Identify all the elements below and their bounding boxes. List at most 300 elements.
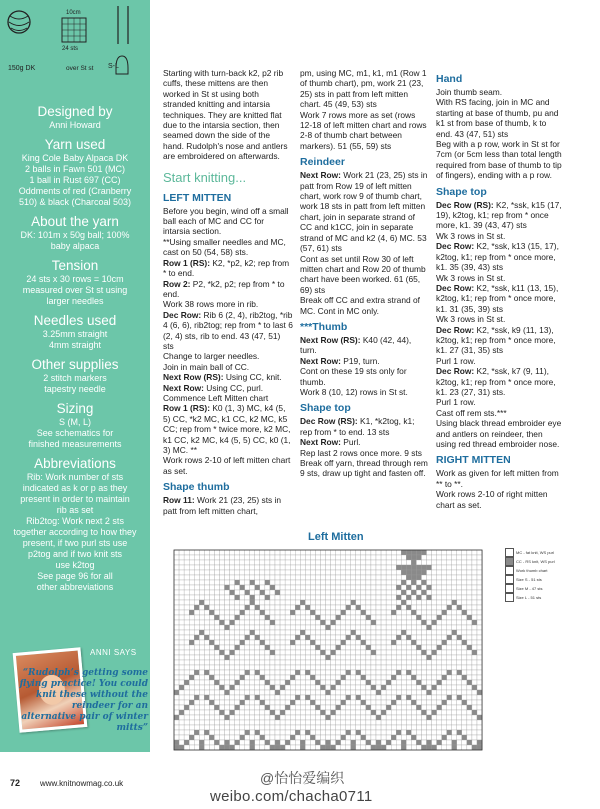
chart-cell: [346, 620, 351, 625]
chart-cell: [411, 705, 416, 710]
chart-cell: [300, 640, 305, 645]
chart-cell: [270, 620, 275, 625]
chart-cell: [477, 585, 482, 590]
chart-cell: [421, 575, 426, 580]
chart-cell: [199, 570, 204, 575]
chart-cell: [386, 630, 391, 635]
chart-cell: [366, 595, 371, 600]
pattern-paragraph: Work rows 2-10 of right mitten chart as set.: [436, 489, 548, 510]
chart-cell: [179, 725, 184, 730]
chart-cell: [235, 585, 240, 590]
chart-cell: [300, 560, 305, 565]
chart-cell: [315, 720, 320, 725]
chart-cell: [416, 640, 421, 645]
chart-cell: [477, 705, 482, 710]
chart-cell: [351, 690, 356, 695]
chart-cell: [214, 620, 219, 625]
chart-cell: [361, 650, 366, 655]
chart-cell: [462, 705, 467, 710]
chart-cell: [432, 665, 437, 670]
chart-cell: [184, 570, 189, 575]
chart-cell: [194, 605, 199, 610]
chart-cell: [184, 630, 189, 635]
chart-cell: [437, 675, 442, 680]
chart-cell: [305, 720, 310, 725]
chart-cell: [457, 640, 462, 645]
chart-cell: [214, 715, 219, 720]
chart-cell: [462, 625, 467, 630]
chart-cell: [447, 580, 452, 585]
chart-cell: [391, 550, 396, 555]
chart-cell: [270, 625, 275, 630]
chart-cell: [184, 600, 189, 605]
chart-cell: [204, 685, 209, 690]
chart-cell: [391, 640, 396, 645]
chart-cell: [260, 650, 265, 655]
chart-cell: [416, 740, 421, 745]
chart-cell: [179, 745, 184, 750]
section-heading: Shape thumb: [163, 481, 230, 494]
chart-cell: [391, 665, 396, 670]
chart-cell: [341, 575, 346, 580]
pattern-paragraph: Wk 3 rows in St st.: [436, 230, 506, 241]
chart-cell: [477, 550, 482, 555]
chart-cell: [235, 700, 240, 705]
chart-cell: [467, 725, 472, 730]
chart-cell: [285, 575, 290, 580]
chart-cell: [366, 570, 371, 575]
chart-cell: [326, 705, 331, 710]
chart-cell: [250, 645, 255, 650]
chart-cell: [305, 590, 310, 595]
chart-cell: [457, 725, 462, 730]
chart-cell: [432, 565, 437, 570]
chart-cell: [189, 730, 194, 735]
chart-cell: [366, 665, 371, 670]
chart-cell: [346, 555, 351, 560]
chart-cell: [406, 585, 411, 590]
chart-cell: [411, 660, 416, 665]
chart-cell: [376, 735, 381, 740]
chart-cell: [477, 730, 482, 735]
chart-cell: [351, 715, 356, 720]
chart-cell: [477, 675, 482, 680]
chart-cell: [406, 690, 411, 695]
chart-cell: [194, 705, 199, 710]
chart-cell: [290, 735, 295, 740]
chart-cell: [336, 600, 341, 605]
chart-cell: [290, 650, 295, 655]
chart-cell: [462, 745, 467, 750]
chart-cell: [366, 660, 371, 665]
chart-cell: [194, 675, 199, 680]
chart-cell: [280, 575, 285, 580]
chart-cell: [199, 560, 204, 565]
chart-cell: [361, 620, 366, 625]
chart-cell: [336, 680, 341, 685]
chart-cell: [270, 680, 275, 685]
chart-cell: [421, 730, 426, 735]
chart-cell: [209, 655, 214, 660]
chart-cell: [184, 645, 189, 650]
chart-cell: [391, 705, 396, 710]
chart-cell: [326, 575, 331, 580]
chart-cell: [376, 650, 381, 655]
chart-cell: [280, 740, 285, 745]
svg-text:24 sts: 24 sts: [62, 46, 79, 52]
chart-cell: [361, 695, 366, 700]
chart-cell: [295, 690, 300, 695]
chart-cell: [300, 695, 305, 700]
chart-cell: [250, 585, 255, 590]
chart-cell: [442, 670, 447, 675]
chart-cell: [270, 675, 275, 680]
chart-cell: [356, 615, 361, 620]
chart-cell: [432, 690, 437, 695]
chart-cell: [285, 610, 290, 615]
chart-cell: [371, 585, 376, 590]
chart-cell: [401, 680, 406, 685]
chart-cell: [285, 745, 290, 750]
chart-cell: [174, 630, 179, 635]
chart-cell: [295, 620, 300, 625]
chart-cell: [315, 630, 320, 635]
chart-cell: [437, 665, 442, 670]
chart-cell: [401, 660, 406, 665]
chart-cell: [381, 565, 386, 570]
chart-cell: [225, 630, 230, 635]
chart-cell: [184, 680, 189, 685]
chart-cell: [250, 675, 255, 680]
chart-cell: [427, 620, 432, 625]
chart-cell: [255, 705, 260, 710]
chart-cell: [184, 725, 189, 730]
chart-cell: [255, 660, 260, 665]
chart-cell: [371, 665, 376, 670]
chart-cell: [336, 650, 341, 655]
chart-cell: [472, 635, 477, 640]
chart-cell: [421, 620, 426, 625]
chart-cell: [326, 735, 331, 740]
chart-cell: [320, 625, 325, 630]
chart-cell: [356, 630, 361, 635]
chart-cell: [386, 665, 391, 670]
chart-cell: [477, 640, 482, 645]
chart-cell: [240, 655, 245, 660]
chart-cell: [235, 660, 240, 665]
chart-cell: [477, 735, 482, 740]
chart-cell: [275, 550, 280, 555]
chart-cell: [320, 630, 325, 635]
chart-cell: [199, 620, 204, 625]
chart-cell: [235, 685, 240, 690]
chart-cell: [442, 635, 447, 640]
chart-cell: [295, 570, 300, 575]
chart-cell: [235, 730, 240, 735]
chart-cell: [275, 665, 280, 670]
chart-cell: [351, 655, 356, 660]
chart-cell: [447, 605, 452, 610]
chart-cell: [442, 730, 447, 735]
chart-cell: [199, 690, 204, 695]
chart-cell: [204, 600, 209, 605]
chart-cell: [285, 715, 290, 720]
chart-cell: [406, 595, 411, 600]
chart-cell: [194, 680, 199, 685]
chart-cell: [472, 615, 477, 620]
pattern-paragraph: Dec Row: K2, *ssk, k13 (15, 17), k2tog, k1; rep from * once more, k1. 35 (39, 43) sts: [436, 241, 559, 273]
chart-cell: [472, 675, 477, 680]
chart-cell: [351, 580, 356, 585]
sidebar-line: other abbreviations: [36, 582, 114, 592]
chart-cell: [280, 695, 285, 700]
chart-cell: [250, 605, 255, 610]
chart-cell: [295, 610, 300, 615]
chart-cell: [235, 625, 240, 630]
chart-cell: [199, 655, 204, 660]
chart-cell: [396, 615, 401, 620]
chart-cell: [225, 570, 230, 575]
chart-cell: [285, 680, 290, 685]
chart-cell: [219, 555, 224, 560]
chart-cell: [381, 745, 386, 750]
chart-cell: [427, 625, 432, 630]
chart-cell: [452, 635, 457, 640]
chart-cell: [305, 630, 310, 635]
chart-cell: [366, 635, 371, 640]
chart-cell: [275, 645, 280, 650]
chart-cell: [255, 620, 260, 625]
chart-cell: [411, 680, 416, 685]
chart-cell: [300, 575, 305, 580]
chart-cell: [214, 745, 219, 750]
chart-cell: [250, 565, 255, 570]
chart-cell: [341, 695, 346, 700]
pattern-paragraph: Dec Row: Rib 6 (2, 4), rib2tog, *rib 4 (6, 6), rib2tog; rep from * to last 6 (2, 4) sts, rib to end. 43 (47, 51) sts: [163, 309, 293, 351]
chart-cell: [336, 695, 341, 700]
chart-cell: [295, 625, 300, 630]
chart-cell: [331, 590, 336, 595]
chart-cell: [230, 735, 235, 740]
chart-cell: [432, 710, 437, 715]
chart-cell: [381, 700, 386, 705]
chart-cell: [174, 625, 179, 630]
chart-cell: [416, 705, 421, 710]
chart-cell: [320, 700, 325, 705]
chart-cell: [391, 660, 396, 665]
chart-cell: [356, 680, 361, 685]
chart-cell: [467, 645, 472, 650]
chart-cell: [386, 560, 391, 565]
chart-cell: [260, 690, 265, 695]
chart-cell: [235, 655, 240, 660]
chart-cell: [361, 550, 366, 555]
chart-cell: [174, 710, 179, 715]
chart-cell: [416, 550, 421, 555]
chart-cell: [184, 550, 189, 555]
chart-cell: [381, 645, 386, 650]
pattern-paragraph: Using black thread embroider eye and antlers on reindeer, then using red thread embroider nose.: [436, 418, 562, 449]
pattern-paragraph: Starting with turn-back k2, p2 rib cuffs, these mittens are then worked in St st using both stranded knitting and intarsia techniques. They are knitted flat due to the intarsia section, then seamed down the side of the hand. Rudolph's nose and antlers are embroidered on afterwards.: [163, 68, 288, 162]
chart-cell: [214, 670, 219, 675]
chart-cell: [270, 630, 275, 635]
chart-cell: [189, 705, 194, 710]
chart-cell: [371, 650, 376, 655]
chart-cell: [219, 600, 224, 605]
chart-cell: [381, 575, 386, 580]
chart-cell: [366, 565, 371, 570]
chart-cell: [366, 730, 371, 735]
chart-cell: [219, 705, 224, 710]
chart-cell: [240, 600, 245, 605]
chart-cell: [341, 675, 346, 680]
chart-cell: [371, 725, 376, 730]
chart-cell: [280, 570, 285, 575]
chart-cell: [214, 700, 219, 705]
chart-cell: [209, 585, 214, 590]
chart-cell: [472, 610, 477, 615]
chart-cell: [204, 550, 209, 555]
chart-cell: [361, 740, 366, 745]
chart-cell: [472, 600, 477, 605]
chart-cell: [285, 635, 290, 640]
chart-cell: [179, 630, 184, 635]
pattern-paragraph: Next Row: P19, turn.: [300, 355, 380, 366]
chart-cell: [250, 720, 255, 725]
chart-cell: [462, 730, 467, 735]
chart-cell: [416, 715, 421, 720]
chart-cell: [437, 670, 442, 675]
chart-cell: [477, 555, 482, 560]
chart-cell: [401, 565, 406, 570]
chart-cell: [472, 685, 477, 690]
chart-cell: [361, 605, 366, 610]
chart-cell: [199, 550, 204, 555]
chart-cell: [310, 655, 315, 660]
chart-cell: [381, 720, 386, 725]
chart-cell: [411, 675, 416, 680]
chart-cell: [290, 610, 295, 615]
chart-cell: [250, 695, 255, 700]
chart-cell: [457, 745, 462, 750]
chart-cell: [386, 660, 391, 665]
chart-cell: [386, 740, 391, 745]
chart-cell: [341, 590, 346, 595]
chart-cell: [240, 680, 245, 685]
chart-cell: [376, 665, 381, 670]
chart-cell: [225, 615, 230, 620]
chart-cell: [320, 665, 325, 670]
chart-cell: [447, 695, 452, 700]
chart-cell: [184, 710, 189, 715]
chart-cell: [300, 595, 305, 600]
chart-cell: [346, 550, 351, 555]
chart-cell: [245, 580, 250, 585]
chart-cell: [396, 600, 401, 605]
chart-cell: [240, 570, 245, 575]
svg-text:S-L: S-L: [108, 63, 119, 70]
chart-cell: [406, 720, 411, 725]
chart-cell: [214, 550, 219, 555]
chart-cell: [477, 595, 482, 600]
chart-cell: [290, 570, 295, 575]
chart-cell: [421, 700, 426, 705]
chart-cell: [376, 605, 381, 610]
chart-cell: [396, 665, 401, 670]
chart-cell: [356, 595, 361, 600]
chart-cell: [462, 665, 467, 670]
chart-cell: [467, 675, 472, 680]
chart-cell: [427, 685, 432, 690]
chart-cell: [331, 665, 336, 670]
chart-cell: [235, 695, 240, 700]
chart-cell: [290, 595, 295, 600]
chart-cell: [275, 630, 280, 635]
pattern-paragraph: Next Row: Purl.: [300, 437, 361, 448]
chart-cell: [452, 725, 457, 730]
chart-cell: [442, 580, 447, 585]
chart-cell: [194, 550, 199, 555]
chart-cell: [326, 680, 331, 685]
chart-cell: [391, 570, 396, 575]
chart-cell: [346, 590, 351, 595]
chart-cell: [245, 570, 250, 575]
sidebar-line: baby alpaca: [50, 241, 100, 251]
chart-cell: [245, 575, 250, 580]
chart-cell: [184, 745, 189, 750]
pattern-paragraph: Dec Row (RS): K2, *ssk, k15 (17, 19), k2tog, k1; rep from * once more, k1. 39 (43, 47) sts: [436, 199, 562, 231]
chart-cell: [366, 575, 371, 580]
chart-cell: [230, 685, 235, 690]
chart-cell: [290, 620, 295, 625]
chart-cell: [452, 705, 457, 710]
chart-cell: [300, 685, 305, 690]
chart-cell: [437, 640, 442, 645]
chart-cell: [305, 625, 310, 630]
chart-cell: [376, 585, 381, 590]
chart-cell: [467, 640, 472, 645]
chart-cell: [376, 630, 381, 635]
chart-cell: [209, 625, 214, 630]
chart-cell: [270, 605, 275, 610]
chart-cell: [336, 630, 341, 635]
chart-cell: [310, 715, 315, 720]
chart-cell: [457, 615, 462, 620]
chart-cell: [230, 625, 235, 630]
chart-cell: [351, 680, 356, 685]
chart-cell: [184, 595, 189, 600]
chart-cell: [225, 620, 230, 625]
pattern-paragraph: Row 1 (RS): K2, *p2, k2; rep from * to end.: [163, 257, 290, 279]
chart-cell: [421, 670, 426, 675]
chart-cell: [295, 735, 300, 740]
chart-cell: [275, 650, 280, 655]
chart-cell: [361, 615, 366, 620]
chart-cell: [315, 585, 320, 590]
chart-cell: [467, 710, 472, 715]
chart-cell: [275, 605, 280, 610]
chart-cell: [356, 580, 361, 585]
chart-cell: [230, 560, 235, 565]
chart-cell: [189, 645, 194, 650]
chart-cell: [275, 640, 280, 645]
chart-cell: [477, 570, 482, 575]
sidebar-line: 3.25mm straight: [42, 329, 108, 339]
chart-cell: [265, 640, 270, 645]
chart-cell: [391, 635, 396, 640]
chart-cell: [199, 640, 204, 645]
chart-cell: [477, 655, 482, 660]
